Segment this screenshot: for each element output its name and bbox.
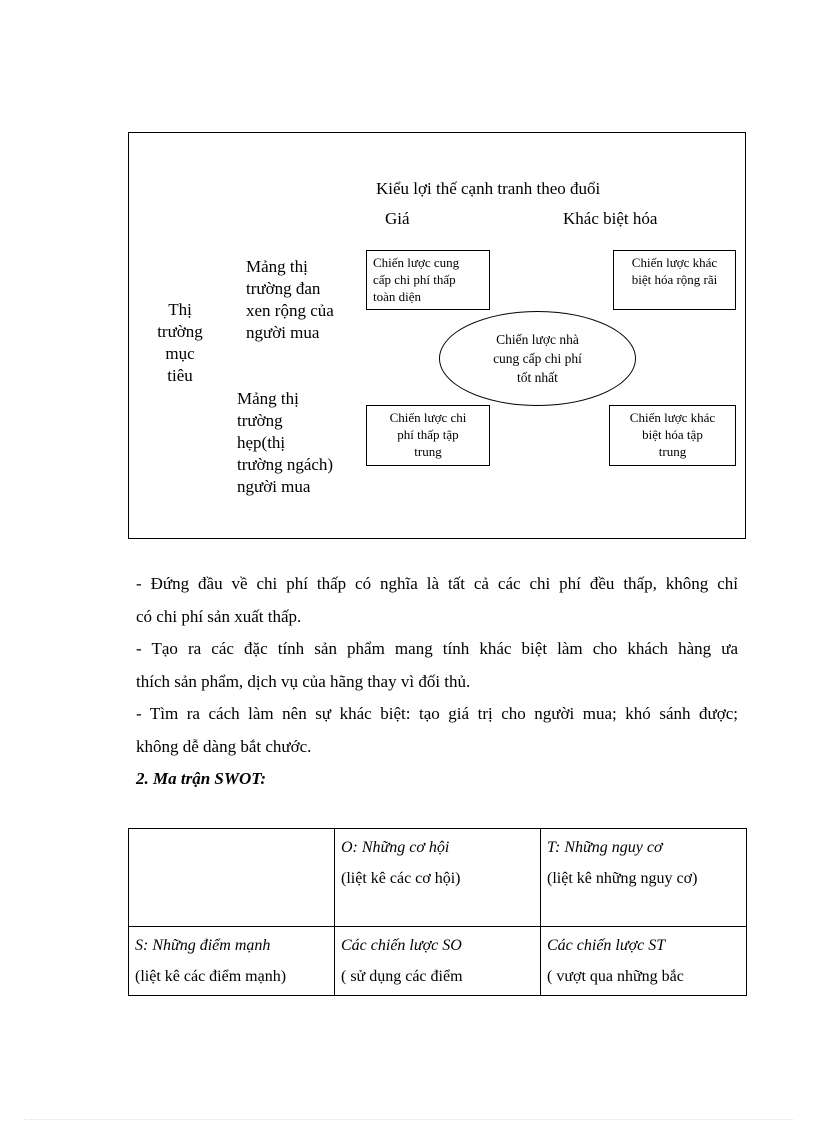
swot-table (128, 828, 747, 996)
paragraph-how-to-differentiate: - Tìm ra cách làm nên sự khác biệt: tạo giá trị cho người mua; khó sánh được; không dễ dàng bắt chước. (136, 704, 738, 756)
box-focused-differentiation: Chiến lược khác biệt hóa tập trung (609, 405, 736, 466)
page-bottom-divider (24, 1119, 794, 1120)
table-row (129, 927, 747, 996)
section-heading-swot: 2. Ma trận SWOT: (136, 769, 267, 788)
table-row (129, 829, 747, 927)
ellipse-best-cost-provider: Chiến lược nhà cung cấp chi phí tốt nhất (439, 311, 636, 406)
table-cell-opportunities: O: Những cơ hội (liệt kê các cơ hội) (335, 829, 541, 927)
diagram-title: Kiểu lợi thế cạnh tranh theo đuổi (376, 179, 601, 198)
table-cell-threats: T: Những nguy cơ (liệt kê những nguy cơ) (541, 829, 747, 927)
row-label-narrow-market: Mảng thị trường hẹp(thị trường ngách) người mua (237, 389, 334, 496)
box-overall-low-cost: Chiến lược cung cấp chi phí thấp toàn diện (366, 250, 490, 310)
box-focused-low-cost: Chiến lược chi phí thấp tập trung (366, 405, 490, 466)
table-cell-empty (129, 829, 335, 927)
paragraph-differentiation: - Tạo ra các đặc tính sản phẩm mang tính khác biệt làm cho khách hàng ưa thích sản phẩm, dịch vụ của hãng thay vì đối thủ. (136, 639, 738, 691)
column-label-price: Giá (385, 209, 410, 228)
row-label-broad-market: Mảng thị trường đan xen rộng của người mua (246, 257, 334, 342)
paragraph-low-cost: - Đứng đầu về chi phí thấp có nghĩa là tất cả các chi phí đều thấp, không chỉ có chi phí sản xuất thấp. (136, 574, 738, 626)
row-axis-label: Thị trường mục tiêu (157, 300, 203, 385)
column-label-differentiation: Khác biệt hóa (563, 209, 658, 228)
box-broad-differentiation: Chiến lược khác biệt hóa rộng rãi (613, 250, 736, 310)
table-cell-strengths: S: Những điểm mạnh (liệt kê các điểm mạnh) (129, 927, 335, 996)
table-cell-st-strategies: Các chiến lược ST ( vượt qua những bắc (541, 927, 747, 996)
table-cell-so-strategies: Các chiến lược SO ( sử dụng các điểm (335, 927, 541, 996)
